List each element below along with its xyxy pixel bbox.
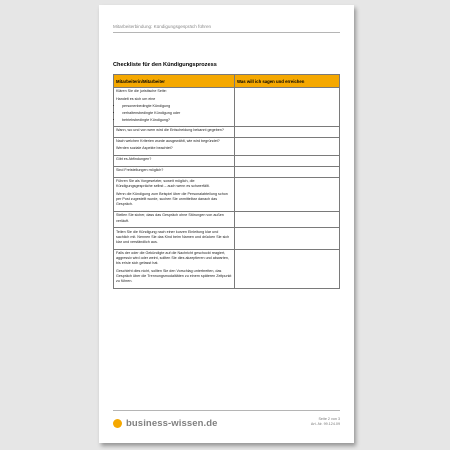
- item-text: Führen Sie als Vorgesetzter, soweit möglich, die Kündigungsgespräche selbst – auch wenn es schwerfällt.: [116, 179, 210, 189]
- checklist-item: [114, 126, 235, 137]
- item-text: Sind Freistellungen möglich?: [116, 168, 164, 173]
- table-header-row: [114, 75, 340, 88]
- checklist-item: [114, 178, 235, 212]
- checklist-item: [114, 167, 235, 178]
- header-divider: [113, 32, 340, 33]
- item-text: Werden soziale Aspekte beachtet?: [116, 146, 173, 151]
- column-header-employee: Mitarbeiterin/Mitarbeiter: [114, 75, 235, 88]
- logo-text: business-wissen.de: [126, 418, 218, 429]
- notes-cell[interactable]: [235, 249, 340, 288]
- checklist-item: [114, 88, 235, 127]
- list-item: • verhaltensbedingte Kündigung oder: [122, 111, 232, 116]
- logo-dot-icon: [113, 419, 122, 428]
- checklist-table: [113, 74, 340, 289]
- item-text: Stellen Sie sicher, dass das Gespräch ohne Störungen von außen verläuft.: [116, 213, 224, 223]
- list-item: • personenbedingte Kündigung: [122, 104, 232, 109]
- table-row: [114, 137, 340, 156]
- item-text: Teilen Sie die Kündigung nach einer kurzen Einleitung klar und sachlich mit. Nennen Sie das Kind beim Namen und drücken Sie sich klar und verständlich aus.: [116, 229, 230, 244]
- notes-cell[interactable]: [235, 137, 340, 156]
- table-row: [114, 228, 340, 249]
- column-header-goals: Was will ich sagen und erreichen: [235, 75, 340, 88]
- list-item: • betriebsbedingte Kündigung?: [122, 118, 232, 123]
- checklist-title: Checkliste für den Kündigungsprozess: [113, 62, 217, 68]
- item-text: Falls der oder die Gekündigte auf die Nachricht geschockt reagiert, aggressiv wird oder weint, sollten Sie dies akzeptieren und abwarten, bis er/sie sich gefasst hat.: [116, 250, 229, 266]
- table-row: [114, 212, 340, 228]
- checklist-item: [114, 156, 235, 167]
- document-page: [99, 5, 354, 443]
- notes-cell[interactable]: [235, 228, 340, 249]
- item-text: Wann, wo und von wem wird die Entscheidung bekannt gegeben?: [116, 127, 224, 132]
- page-number: Seite 2 von 3: [318, 417, 340, 421]
- checklist-item: [114, 228, 235, 249]
- item-text: Klären Sie die juristische Seite:: [116, 89, 167, 94]
- notes-cell[interactable]: [235, 167, 340, 178]
- table-row: [114, 88, 340, 127]
- table-row: [114, 167, 340, 178]
- item-text: Nach welchen Kriterien wurde ausgewählt, wie wird begründet?: [116, 138, 220, 143]
- table-row: [114, 249, 340, 288]
- table-row: [114, 178, 340, 212]
- checklist-item: [114, 249, 235, 288]
- table-row: [114, 126, 340, 137]
- table-row: [114, 156, 340, 167]
- checklist-item: [114, 212, 235, 228]
- item-text: Handelt es sich um eine: [116, 96, 156, 101]
- checklist-item: [114, 137, 235, 156]
- item-text: Gibt es Abfindungen?: [116, 157, 152, 162]
- article-number: Art.-Nr. 99.124.09: [310, 422, 340, 427]
- notes-cell[interactable]: [235, 88, 340, 127]
- notes-cell[interactable]: [235, 212, 340, 228]
- footer-meta: [311, 417, 340, 427]
- notes-cell[interactable]: [235, 178, 340, 212]
- running-head: Mitarbeiterbindung: Kündigungsgespräch führen: [113, 24, 212, 29]
- notes-cell[interactable]: [235, 126, 340, 137]
- item-text: Wenn die Kündigung zum Beispiel über die Personalabteilung schon per Post zugestellt wurde, suchen Sie unmittelbar danach das Gespräch.: [116, 192, 228, 207]
- bullet-list: [116, 104, 232, 122]
- notes-cell[interactable]: [235, 156, 340, 167]
- footer-divider: [113, 410, 340, 411]
- item-text: Geschieht dies nicht, sollten Sie den Vorschlag unterbreiten, das Gespräch über die Trennungsmodalitäten zu einem späteren Zeitpunkt zu führen.: [116, 268, 232, 284]
- business-wissen-logo: [113, 418, 218, 429]
